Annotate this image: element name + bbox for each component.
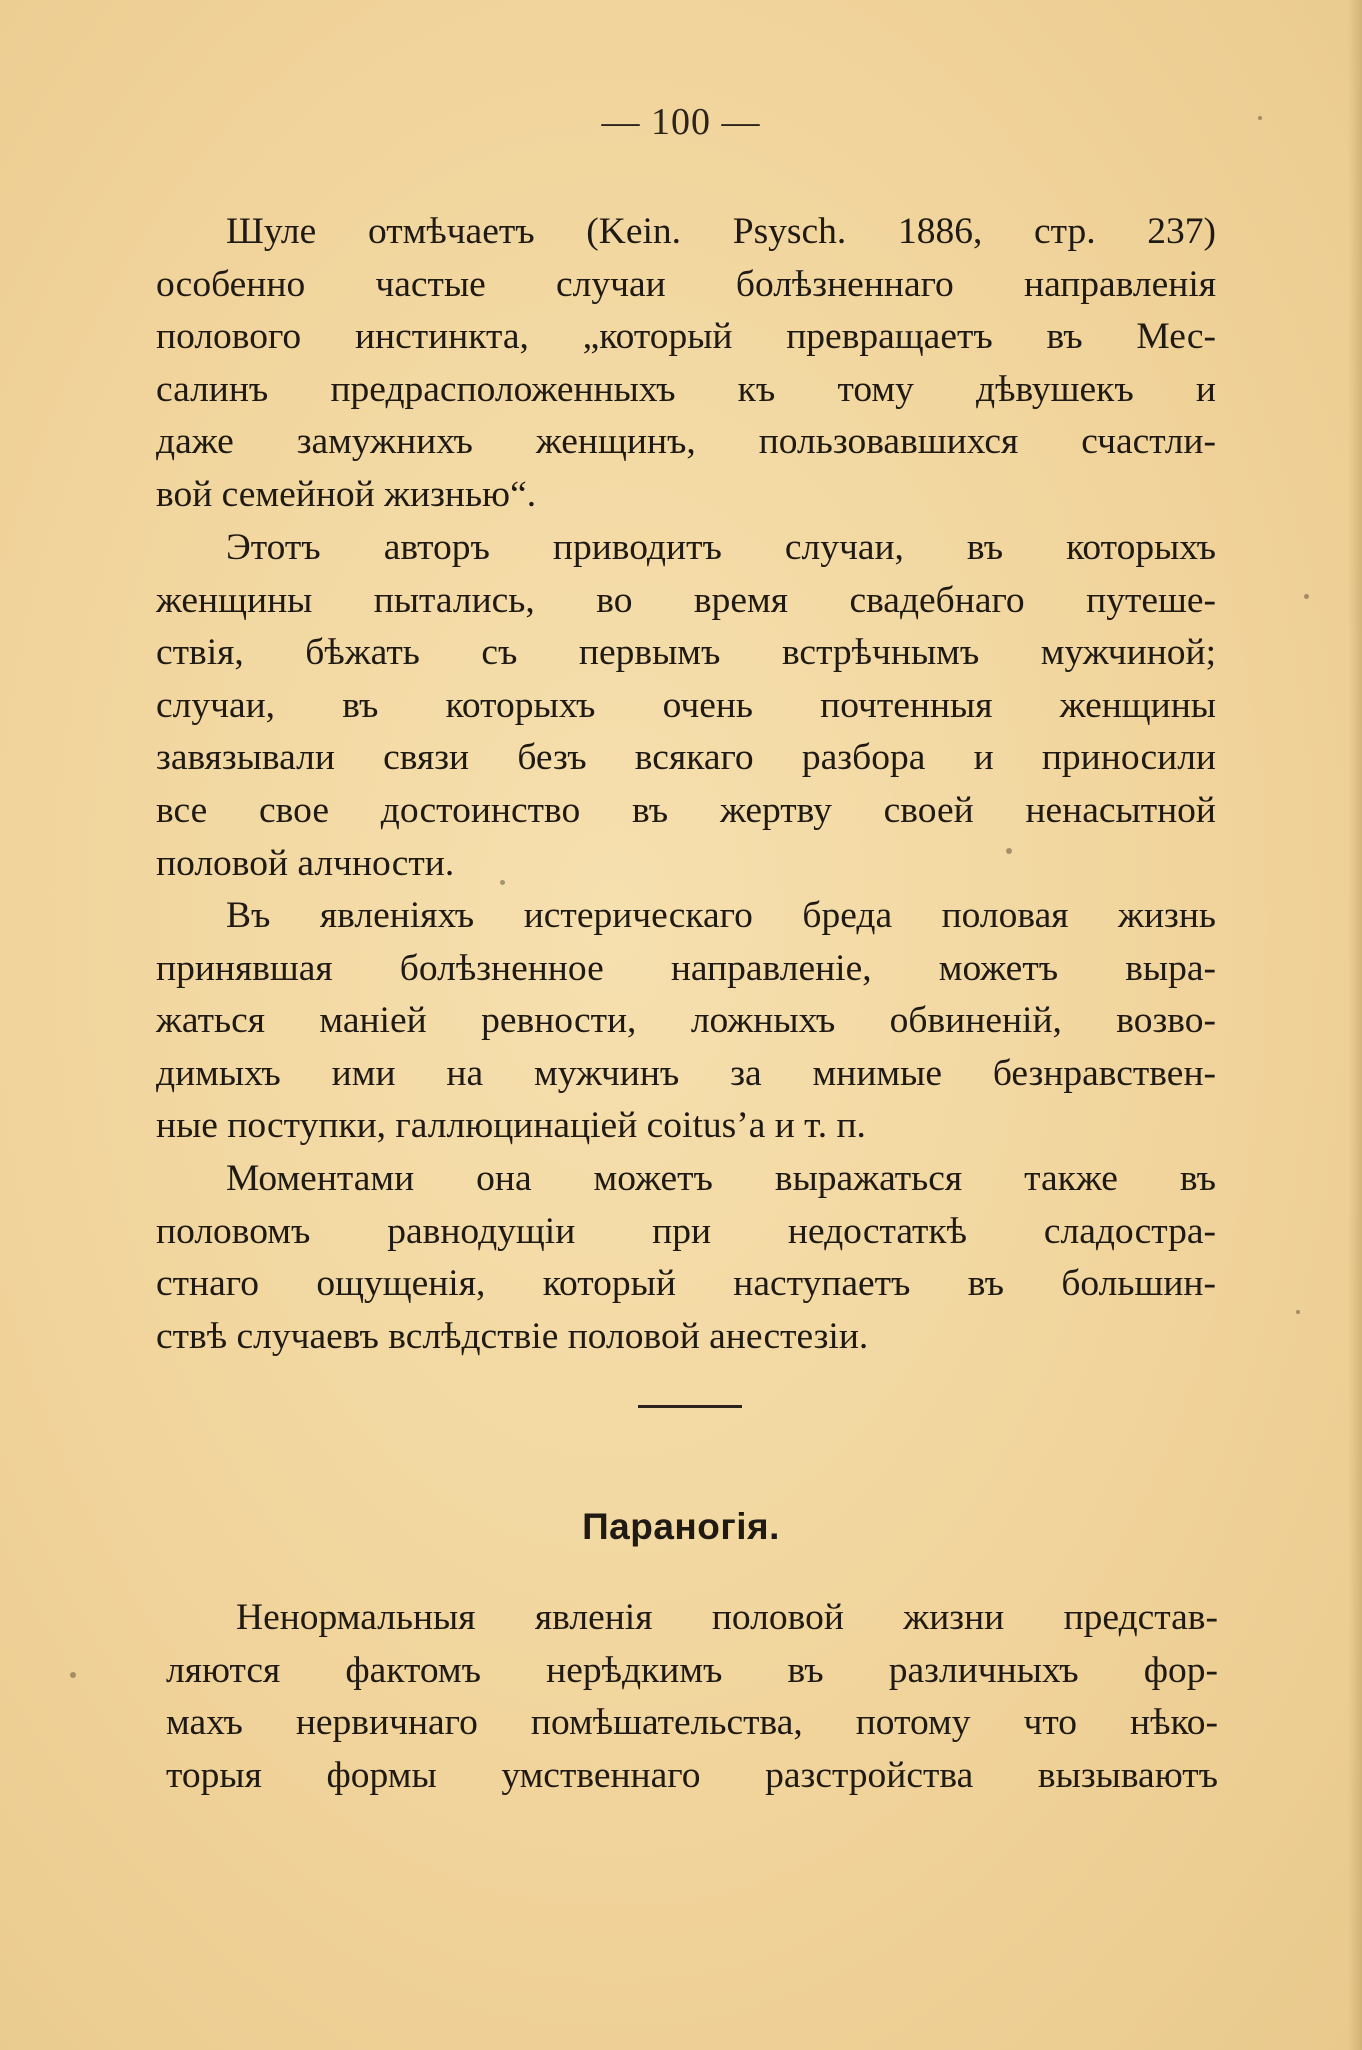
paragraph-line: женщины пытались, во время свадебнаго путеше- [156, 579, 1216, 621]
paragraph-1 [156, 206, 1216, 522]
paragraph-line: стнаго ощущенія, который наступаетъ въ большин- [156, 1263, 1216, 1305]
paper-speck [500, 880, 505, 885]
paragraph-line: половомъ равнодущіи при недостаткѣ сладостра- [156, 1210, 1216, 1252]
section-paragraph [166, 1592, 1218, 1802]
paragraph-line: завязывали связи безъ всякаго разбора и приносили [156, 737, 1216, 779]
paragraph-line: принявшая болѣзненное направленіе, можетъ выра- [156, 947, 1216, 989]
paper-speck [1006, 848, 1012, 854]
paragraph-line: случаи, въ которыхъ очень почтенныя женщины [156, 684, 1216, 726]
paragraph-line: вой семейной жизнью“. [156, 473, 537, 515]
section-divider [638, 1405, 742, 1408]
page-edge-shadow [1348, 0, 1362, 2050]
paragraph-line: торыя формы умственнаго разстройства вызываютъ [166, 1754, 1218, 1796]
paragraph-line: махъ нервичнаго помѣшательства, потому что нѣко- [166, 1702, 1218, 1744]
paragraph-line: ляются фактомъ нерѣдкимъ въ различныхъ фор- [166, 1649, 1218, 1691]
paper-speck [1296, 1310, 1300, 1314]
paragraph-4 [156, 1153, 1216, 1363]
paragraph-line: ствія, бѣжать съ первымъ встрѣчнымъ мужчиной; [156, 632, 1216, 674]
paragraph-line: салинъ предрасположенныхъ къ тому дѣвушекъ и [156, 368, 1216, 410]
paper-speck [1304, 594, 1309, 599]
paragraph-line: Моментами она можетъ выражаться также въ [226, 1158, 1216, 1199]
paragraph-line: ствѣ случаевъ вслѣдствіе половой анестезіи. [156, 1315, 869, 1357]
paper-speck [70, 1672, 76, 1678]
section-heading: Паранoгія. [582, 1506, 780, 1547]
paragraph-line: Этотъ авторъ приводитъ случаи, въ которыхъ [226, 527, 1216, 568]
paper-speck [1258, 116, 1262, 120]
page-number: — 100 — [601, 101, 761, 143]
paragraph-line: жаться маніей ревности, ложныхъ обвиненій, возво- [156, 1000, 1216, 1042]
paragraph-line: половой алчности. [156, 842, 455, 884]
paragraph-line: особенно частые случаи болѣзненнаго направленія [156, 263, 1216, 305]
paragraph-line: ные поступки, галлюцинаціей coitus’a и т. п. [156, 1105, 866, 1147]
paragraph-2 [156, 522, 1216, 890]
paragraph-line: Ненормальныя явленія половой жизни представ- [236, 1597, 1218, 1638]
paragraph-line: димыхъ ими на мужчинъ за мнимые безнравствен- [156, 1052, 1216, 1094]
paragraph-line: все свое достоинство въ жертву своей ненасытной [156, 789, 1216, 831]
paragraph-line: даже замужнихъ женщинъ, пользовавшихся счастли- [156, 421, 1216, 463]
paragraph-3 [156, 890, 1216, 1153]
paragraph-line: Въ явленіяхъ истерическаго бреда половая жизнь [226, 895, 1216, 936]
paragraph-line: Шуле отмѣчаетъ (Kein. Psysch. 1886, стр. 237) [226, 211, 1216, 252]
paragraph-line: полового инстинкта, „который превращаетъ въ Мес- [156, 316, 1216, 358]
